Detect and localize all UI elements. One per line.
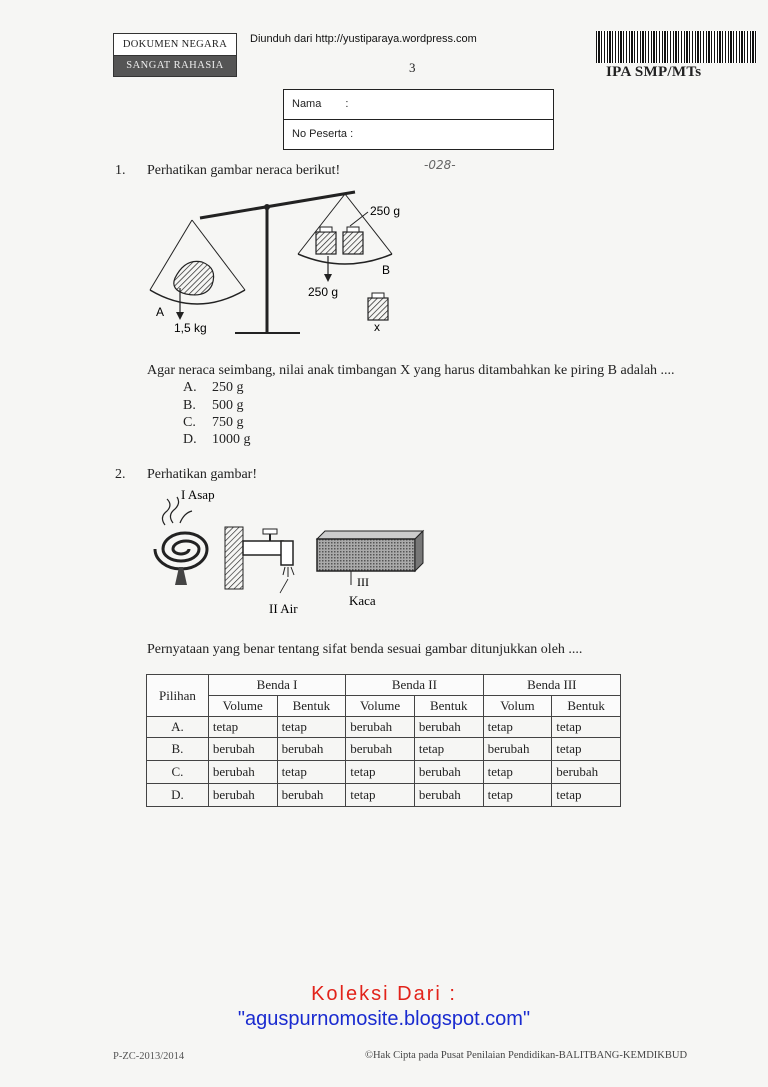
watermark-line-1: Koleksi Dari : bbox=[311, 983, 457, 1005]
subheader: Bentuk bbox=[414, 696, 483, 717]
nama-colon: : bbox=[345, 98, 349, 110]
table-cell: berubah bbox=[414, 761, 483, 784]
table-cell: tetap bbox=[414, 738, 483, 761]
table-cell: tetap bbox=[346, 761, 415, 784]
footer-code: P-ZC-2013/2014 bbox=[113, 1051, 185, 1062]
table-row[interactable] bbox=[147, 761, 621, 784]
subheader: Volume bbox=[208, 696, 277, 717]
row-label: D. bbox=[147, 784, 209, 807]
balance-scale-figure bbox=[140, 190, 430, 340]
fig-label-250g-mid: 250 g bbox=[308, 285, 339, 299]
subheader: Bentuk bbox=[552, 696, 621, 717]
table-cell: berubah bbox=[483, 738, 552, 761]
option-text: 500 g bbox=[212, 398, 244, 413]
doc-label-bottom: SANGAT RAHASIA bbox=[114, 56, 236, 76]
peserta-label: No Peserta : bbox=[292, 128, 354, 140]
fig-label-iii: III bbox=[357, 575, 369, 589]
table-cell: tetap bbox=[346, 784, 415, 807]
barcode bbox=[596, 31, 757, 63]
q1-option-a[interactable] bbox=[183, 380, 244, 396]
subheader: Bentuk bbox=[277, 696, 346, 717]
document-classification-box bbox=[113, 33, 237, 77]
row-label: A. bbox=[147, 717, 209, 738]
subject-title: IPA SMP/MTs bbox=[606, 64, 702, 80]
fig-label-air: II Air bbox=[269, 601, 298, 616]
q1-option-b[interactable] bbox=[183, 398, 244, 414]
option-label: A. bbox=[183, 380, 197, 395]
table-cell: tetap bbox=[483, 761, 552, 784]
table-cell: berubah bbox=[346, 717, 415, 738]
table-cell: tetap bbox=[483, 717, 552, 738]
table-row[interactable] bbox=[147, 784, 621, 807]
fig-label-asap: I Asap bbox=[181, 487, 215, 502]
q1-number: 1. bbox=[115, 163, 126, 178]
doc-label-top: DOKUMEN NEGARA bbox=[114, 34, 236, 56]
page-number: 3 bbox=[409, 60, 416, 75]
subheader: Volum bbox=[483, 696, 552, 717]
table-cell: tetap bbox=[552, 784, 621, 807]
fig-label-250g-top: 250 g bbox=[370, 204, 401, 218]
row-label: B. bbox=[147, 738, 209, 761]
table-cell: berubah bbox=[208, 784, 277, 807]
footer-copyright: ©Hak Cipta pada Pusat Penilaian Pendidikan-BALITBANG-KEMDIKBUD bbox=[365, 1050, 688, 1061]
option-text: 1000 g bbox=[212, 432, 251, 447]
watermark-line-2[interactable]: "aguspurnomosite.blogspot.com" bbox=[237, 1008, 531, 1030]
q1-option-d[interactable] bbox=[183, 432, 251, 448]
fig-label-a: A bbox=[156, 305, 165, 319]
table-row[interactable] bbox=[147, 738, 621, 761]
q2-question: Pernyataan yang benar tentang sifat benda sesuai gambar ditunjukkan oleh .... bbox=[147, 642, 583, 657]
table-cell: tetap bbox=[277, 761, 346, 784]
q1-question: Agar neraca seimbang, nilai anak timbangan X yang harus ditambahkan ke piring B adalah .... bbox=[147, 363, 675, 378]
option-text: 750 g bbox=[212, 415, 244, 430]
nama-row bbox=[284, 90, 553, 119]
q2-number: 2. bbox=[115, 467, 126, 482]
q1-prompt: Perhatikan gambar neraca berikut! bbox=[147, 163, 341, 178]
nama-label: Nama bbox=[292, 98, 322, 110]
group-benda-2: Benda II bbox=[346, 675, 483, 696]
q1-option-c[interactable] bbox=[183, 415, 244, 431]
row-label: C. bbox=[147, 761, 209, 784]
option-text: 250 g bbox=[212, 380, 244, 395]
option-label: B. bbox=[183, 398, 196, 413]
peserta-handwritten: -028- bbox=[424, 158, 456, 172]
fig-label-x: x bbox=[374, 320, 380, 334]
fig-label-b: B bbox=[382, 263, 391, 277]
col-pilihan: Pilihan bbox=[147, 675, 209, 717]
group-benda-3: Benda III bbox=[483, 675, 620, 696]
identity-box bbox=[283, 89, 554, 172]
fig-label-1-5kg: 1,5 kg bbox=[174, 321, 207, 335]
table-subheader-row bbox=[147, 696, 621, 717]
subheader: Volume bbox=[346, 696, 415, 717]
table-cell: berubah bbox=[208, 738, 277, 761]
table-cell: tetap bbox=[483, 784, 552, 807]
option-label: D. bbox=[183, 432, 197, 447]
option-label: C. bbox=[183, 415, 196, 430]
properties-table bbox=[146, 674, 621, 807]
group-benda-1: Benda I bbox=[208, 675, 345, 696]
table-cell: tetap bbox=[552, 738, 621, 761]
table-cell: berubah bbox=[414, 717, 483, 738]
states-of-matter-figure bbox=[145, 485, 435, 620]
source-url[interactable]: Diunduh dari http://yustiparaya.wordpress.com bbox=[250, 33, 477, 45]
table-cell: berubah bbox=[552, 761, 621, 784]
peserta-row bbox=[284, 119, 553, 172]
table-cell: berubah bbox=[346, 738, 415, 761]
table-cell: tetap bbox=[552, 717, 621, 738]
table-cell: berubah bbox=[208, 761, 277, 784]
table-cell: tetap bbox=[208, 717, 277, 738]
fig-label-kaca: Kaca bbox=[349, 593, 376, 608]
q2-prompt: Perhatikan gambar! bbox=[147, 467, 258, 482]
table-cell: berubah bbox=[277, 738, 346, 761]
table-row[interactable] bbox=[147, 717, 621, 738]
table-cell: berubah bbox=[277, 784, 346, 807]
table-header-row bbox=[147, 675, 621, 696]
table-cell: tetap bbox=[277, 717, 346, 738]
table-cell: berubah bbox=[414, 784, 483, 807]
